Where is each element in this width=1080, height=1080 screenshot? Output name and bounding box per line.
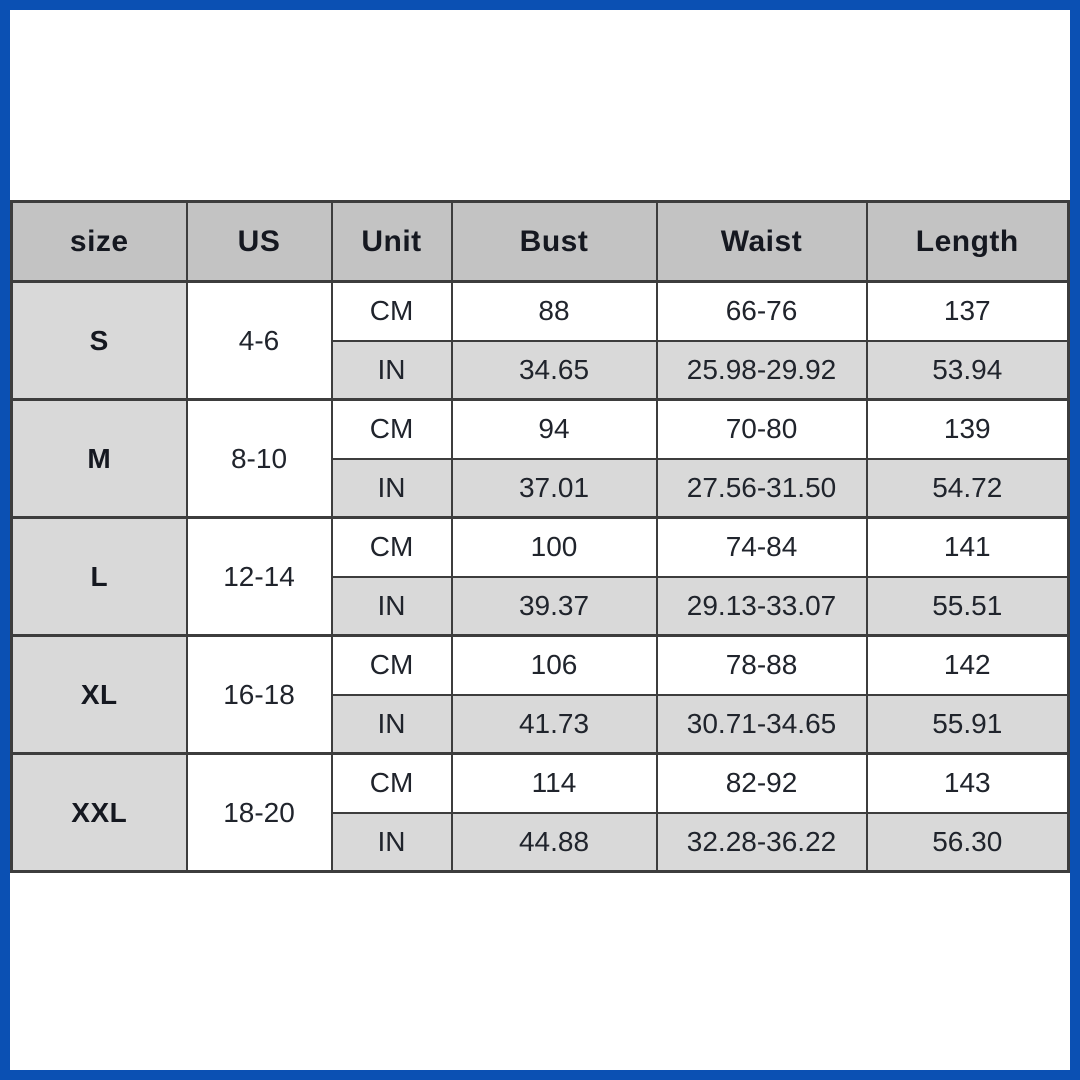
unit-in-cell: IN: [332, 341, 452, 400]
length-cm-cell: 139: [867, 400, 1069, 459]
header-row: [12, 202, 1069, 282]
us-size-cell: 8-10: [187, 400, 332, 518]
us-size-cell: 16-18: [187, 636, 332, 754]
length-in-cell: 55.91: [867, 695, 1069, 754]
size-chart-canvas: [10, 10, 1070, 1070]
length-in-cell: 54.72: [867, 459, 1069, 518]
length-cm-cell: 137: [867, 282, 1069, 341]
unit-cm-cell: CM: [332, 282, 452, 341]
bust-cm-cell: 88: [452, 282, 657, 341]
unit-in-cell: IN: [332, 695, 452, 754]
waist-in-cell: 30.71-34.65: [657, 695, 867, 754]
header-length: Length: [867, 202, 1069, 282]
length-in-cell: 55.51: [867, 577, 1069, 636]
header-size: size: [12, 202, 187, 282]
length-in-cell: 53.94: [867, 341, 1069, 400]
bust-cm-cell: 100: [452, 518, 657, 577]
us-size-cell: 12-14: [187, 518, 332, 636]
length-in-cell: 56.30: [867, 813, 1069, 872]
waist-in-cell: 32.28-36.22: [657, 813, 867, 872]
size-row-cm: [12, 754, 1069, 813]
header-unit: Unit: [332, 202, 452, 282]
bust-in-cell: 39.37: [452, 577, 657, 636]
bust-cm-cell: 114: [452, 754, 657, 813]
size-chart-header: [12, 202, 1069, 282]
size-label-cell: S: [12, 282, 187, 400]
waist-in-cell: 27.56-31.50: [657, 459, 867, 518]
waist-in-cell: 29.13-33.07: [657, 577, 867, 636]
unit-in-cell: IN: [332, 577, 452, 636]
size-row-cm: [12, 282, 1069, 341]
bust-in-cell: 44.88: [452, 813, 657, 872]
unit-in-cell: IN: [332, 813, 452, 872]
size-chart-table: [10, 200, 1070, 873]
size-label-cell: L: [12, 518, 187, 636]
waist-cm-cell: 82-92: [657, 754, 867, 813]
unit-cm-cell: CM: [332, 518, 452, 577]
header-bust: Bust: [452, 202, 657, 282]
size-label-cell: XXL: [12, 754, 187, 872]
header-us: US: [187, 202, 332, 282]
bust-cm-cell: 94: [452, 400, 657, 459]
bust-cm-cell: 106: [452, 636, 657, 695]
length-cm-cell: 142: [867, 636, 1069, 695]
size-table-body: [12, 282, 1069, 872]
unit-cm-cell: CM: [332, 754, 452, 813]
size-label-cell: XL: [12, 636, 187, 754]
size-label-cell: M: [12, 400, 187, 518]
waist-in-cell: 25.98-29.92: [657, 341, 867, 400]
us-size-cell: 18-20: [187, 754, 332, 872]
header-waist: Waist: [657, 202, 867, 282]
unit-in-cell: IN: [332, 459, 452, 518]
waist-cm-cell: 74-84: [657, 518, 867, 577]
unit-cm-cell: CM: [332, 636, 452, 695]
length-cm-cell: 141: [867, 518, 1069, 577]
bust-in-cell: 41.73: [452, 695, 657, 754]
unit-cm-cell: CM: [332, 400, 452, 459]
size-row-cm: [12, 518, 1069, 577]
us-size-cell: 4-6: [187, 282, 332, 400]
waist-cm-cell: 66-76: [657, 282, 867, 341]
length-cm-cell: 143: [867, 754, 1069, 813]
size-row-cm: [12, 636, 1069, 695]
waist-cm-cell: 70-80: [657, 400, 867, 459]
bust-in-cell: 34.65: [452, 341, 657, 400]
bust-in-cell: 37.01: [452, 459, 657, 518]
waist-cm-cell: 78-88: [657, 636, 867, 695]
size-row-cm: [12, 400, 1069, 459]
